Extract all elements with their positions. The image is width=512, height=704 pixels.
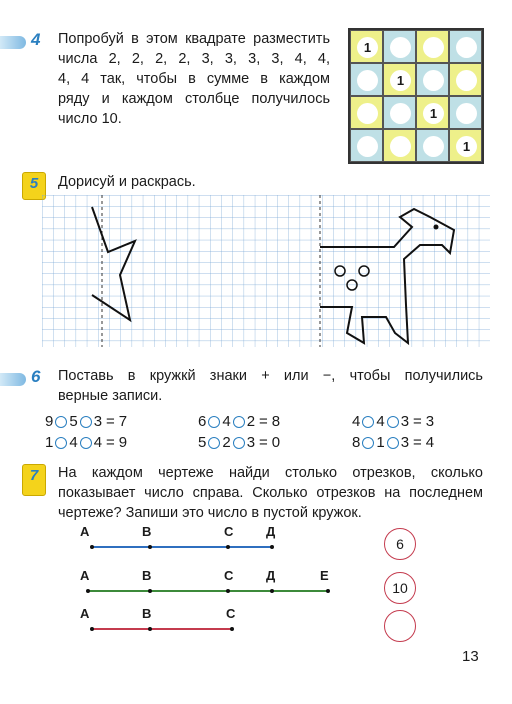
segment-point xyxy=(148,627,152,631)
segment-point xyxy=(326,589,330,593)
equation xyxy=(198,434,280,451)
answer-circle[interactable] xyxy=(384,610,416,642)
task-marker xyxy=(0,36,26,49)
operand: 9 xyxy=(45,413,54,430)
point-label: А xyxy=(80,606,90,621)
answer-circle[interactable]: 10 xyxy=(384,572,416,604)
point-label: А xyxy=(80,524,90,539)
grid-cell[interactable] xyxy=(449,30,482,63)
point-label: В xyxy=(142,568,152,583)
grid-cell[interactable] xyxy=(350,129,383,162)
point-label: С xyxy=(224,568,234,583)
result: 8 xyxy=(271,413,281,430)
drawing-grid xyxy=(42,195,490,347)
segment-point xyxy=(226,545,230,549)
grid-cell[interactable] xyxy=(383,30,416,63)
segment-point xyxy=(226,589,230,593)
equals-sign: = xyxy=(106,434,115,451)
operand: 6 xyxy=(198,413,207,430)
equals-sign: = xyxy=(413,434,422,451)
point-label: С xyxy=(226,606,236,621)
equation xyxy=(45,434,127,451)
result: 7 xyxy=(118,413,128,430)
operand: 3 xyxy=(93,413,103,430)
grid-circle xyxy=(456,37,477,58)
point-label: А xyxy=(80,568,90,583)
grid-circle xyxy=(423,70,444,91)
grid-circle xyxy=(456,70,477,91)
number-square-grid xyxy=(348,28,484,164)
point-label: В xyxy=(142,606,152,621)
sign-circle[interactable] xyxy=(55,416,67,428)
grid-cell[interactable] xyxy=(416,129,449,162)
task-7-number: 7 xyxy=(29,467,39,484)
grid-cell[interactable] xyxy=(350,63,383,96)
operand: 5 xyxy=(198,434,207,451)
equation xyxy=(352,434,434,451)
grid-circle xyxy=(390,37,411,58)
equals-sign: = xyxy=(259,434,268,451)
operand: 3 xyxy=(246,434,256,451)
grid-cell[interactable] xyxy=(383,63,416,96)
sign-circle[interactable] xyxy=(387,416,399,428)
grid-cell[interactable] xyxy=(416,30,449,63)
task-6-number: 6 xyxy=(31,367,41,386)
operand: 5 xyxy=(69,413,78,430)
grid-circle xyxy=(423,136,444,157)
task-7-line: чертеже? Запиши это число в пустой кружок. xyxy=(58,505,362,521)
task-7-line: показывает число справа. Сколько отрезков на последнем xyxy=(58,485,483,501)
sign-circle[interactable] xyxy=(80,416,92,428)
task-4-line: Попробуй в этом квадрате разместить xyxy=(58,31,330,47)
grid-circle xyxy=(390,103,411,124)
task-6-line: Поставь в кружкй знаки + или −, чтобы получились xyxy=(58,368,483,384)
operand: 2 xyxy=(246,413,256,430)
segment-point xyxy=(90,627,94,631)
point-label: Д xyxy=(266,524,276,539)
segment-point xyxy=(148,545,152,549)
operand: 8 xyxy=(352,434,361,451)
sign-circle[interactable] xyxy=(208,416,220,428)
segment-point xyxy=(148,589,152,593)
operand: 4 xyxy=(69,434,78,451)
sign-circle[interactable] xyxy=(387,437,399,449)
equation xyxy=(45,413,127,430)
grid-circle: 1 xyxy=(390,70,411,91)
answer-circle[interactable]: 6 xyxy=(384,528,416,560)
point-label: Е xyxy=(320,568,329,583)
grid-circle xyxy=(357,103,378,124)
grid-cell[interactable] xyxy=(449,129,482,162)
operand: 4 xyxy=(352,413,361,430)
task-6-text xyxy=(58,366,483,406)
task-7-line: На каждом чертеже найди столько отрезков, сколько xyxy=(58,465,483,481)
sign-circle[interactable] xyxy=(80,437,92,449)
point-label: В xyxy=(142,524,152,539)
grid-cell[interactable] xyxy=(449,96,482,129)
segment-line xyxy=(88,590,328,592)
grid-circle xyxy=(390,136,411,157)
grid-cell[interactable] xyxy=(350,96,383,129)
grid-cell[interactable] xyxy=(383,96,416,129)
operand: 3 xyxy=(400,434,410,451)
grid-circle: 1 xyxy=(357,37,378,58)
operand: 4 xyxy=(376,413,385,430)
operand: 4 xyxy=(93,434,103,451)
grid-circle xyxy=(423,37,444,58)
grid-circle xyxy=(456,103,477,124)
task-7-badge xyxy=(22,464,46,496)
sign-circle[interactable] xyxy=(55,437,67,449)
task-4-text xyxy=(58,29,330,129)
result: 4 xyxy=(425,434,435,451)
result: 3 xyxy=(425,413,435,430)
sign-circle[interactable] xyxy=(233,437,245,449)
segment-line xyxy=(92,628,232,630)
grid-circle: 1 xyxy=(456,136,477,157)
equals-sign: = xyxy=(413,413,422,430)
equation xyxy=(352,413,434,430)
task-5-text: Дорисуй и раскрась. xyxy=(58,174,196,190)
grid-cell[interactable] xyxy=(383,129,416,162)
task-7-text xyxy=(58,463,483,523)
grid-circle xyxy=(357,136,378,157)
grid-cell[interactable] xyxy=(416,96,449,129)
point-label: С xyxy=(224,524,234,539)
equals-sign: = xyxy=(259,413,268,430)
task-4-line: 4, 4 так, чтобы в сумме в каждом xyxy=(58,71,330,87)
grid-cell[interactable] xyxy=(416,63,449,96)
result: 9 xyxy=(118,434,128,451)
operand: 3 xyxy=(400,413,410,430)
operand: 1 xyxy=(376,434,385,451)
grid-circle xyxy=(357,70,378,91)
segment-point xyxy=(270,545,274,549)
equals-sign: = xyxy=(106,413,115,430)
operand: 1 xyxy=(45,434,54,451)
task-4-number: 4 xyxy=(31,30,41,49)
task-4-line: число 10. xyxy=(58,111,122,127)
task-marker xyxy=(0,373,26,386)
sign-circle[interactable] xyxy=(362,416,374,428)
task-4-line: ряду и каждом столбце получилось xyxy=(58,91,330,107)
page-number: 13 xyxy=(462,648,479,665)
sign-circle[interactable] xyxy=(362,437,374,449)
operand: 2 xyxy=(222,434,231,451)
grid-cell[interactable] xyxy=(350,30,383,63)
segment-point xyxy=(90,545,94,549)
segment-point xyxy=(230,627,234,631)
sign-circle[interactable] xyxy=(233,416,245,428)
task-6-line: верные записи. xyxy=(58,388,163,404)
segment-line xyxy=(92,546,272,548)
operand: 4 xyxy=(222,413,231,430)
grid-cell[interactable] xyxy=(449,63,482,96)
sign-circle[interactable] xyxy=(208,437,220,449)
task-5-number: 5 xyxy=(29,175,39,192)
point-label: Д xyxy=(266,568,276,583)
grid-circle: 1 xyxy=(423,103,444,124)
segment-point xyxy=(86,589,90,593)
segment-point xyxy=(270,589,274,593)
equation xyxy=(198,413,280,430)
result: 0 xyxy=(271,434,281,451)
task-4-line: числа 2, 2, 2, 2, 3, 3, 3, 3, 4, 4, xyxy=(58,51,330,67)
